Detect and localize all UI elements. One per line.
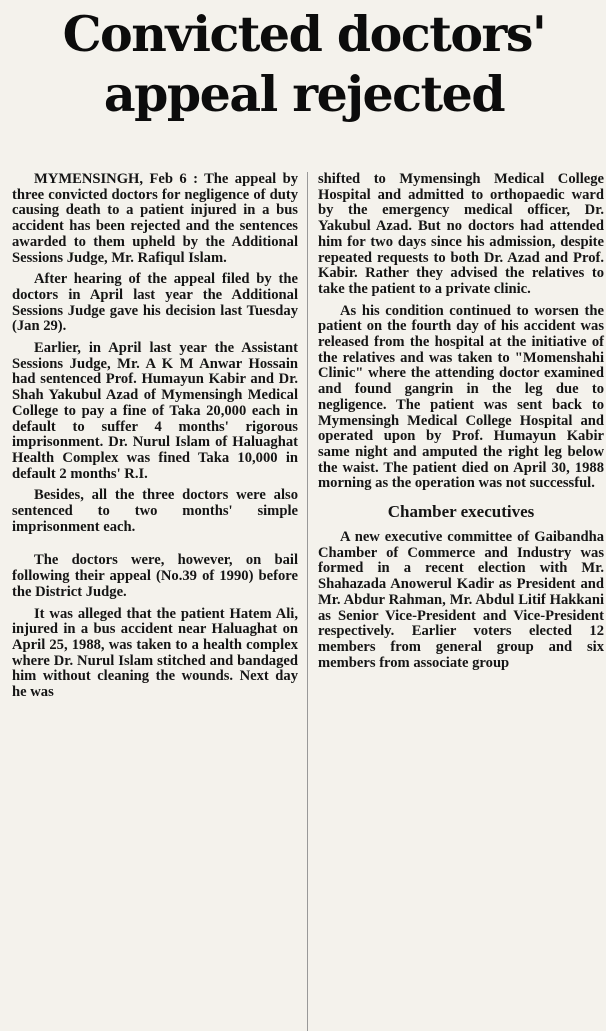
article-paragraph-1: MYMENSINGH, Feb 6 : The appeal by three convicted doctors for negligence of duty causing death to a patient injured in a bus accident has been rejected and the sentences awarded to them upheld by the Additional Sessions Judge, Mr. Rafiqul Islam. (12, 171, 298, 266)
article-paragraph-2: After hearing of the appeal filed by the doctors in April last year the Additional Sessions Judge gave his decision last Tuesday (Jan 29). (12, 271, 298, 335)
sidebar-paragraph: A new executive committee of Gaibandha Chamber of Commerce and Industry was formed in a recent election with Mr. Shahazada Anowerul Kadir as President and Mr. Abdur Rahman, Mr. Abdul Litif Hakkani as Senior Vice-President and Vice-President respectively. Earlier voters elected 12 members from general group and six members from associate group (318, 529, 604, 671)
article-paragraph-5: The doctors were, however, on bail following their appeal (No.39 of 1990) before the District Judge. (12, 552, 298, 600)
sidebar-subhead: Chamber executives (387, 502, 535, 522)
article-paragraph-7: shifted to Mymensingh Medical College Hospital and admitted to orthopaedic ward by the emergency medical officer, Dr. Yakubul Azad. But no doctors had attended him for two days since his admission, despite repeated requests to both Dr. Azad and Prof. Kabir. Rather they advised the relatives to take the patient to a private clinic. (318, 171, 604, 297)
left-column (12, 172, 298, 707)
dateline: MYMENSINGH, Feb 6 (34, 171, 187, 187)
headline-line-2: appeal rejected (103, 65, 505, 123)
article-paragraph-3: Earlier, in April last year the Assistant Sessions Judge, Mr. A K M Anwar Hossain had sentenced Prof. Humayun Kabir and Dr. Shah Yakubul Azad of Mymensingh Medical College to pay a fine of Taka 20,000 each in default to suffer 4 months' rigorous imprisonment. Dr. Nurul Islam of Haluaghat Health Complex was fined Taka 10,000 in default 2 months' R.I. (12, 340, 298, 482)
column-rule (307, 172, 308, 1031)
right-column (318, 172, 604, 677)
article-paragraph-8: As his condition continued to worsen the patient on the fourth day of his accident was released from the hospital at the initiative of the relatives and was taken to "Momenshahi Clinic" where the attending doctor examined and found gangrin in the leg due to negligence. The patient was sent back to Mymensingh Medical College Hospital and operated upon by Prof. Humayun Kabir same night and amputed the right leg below the waist. The patient died on April 30, 1988 morning as the operation was not successful. (318, 302, 604, 492)
article-paragraph-4: Besides, all the three doctors were also sentenced to two months' simple imprisonment each. (12, 487, 298, 535)
headline (12, 0, 596, 124)
headline-line-1: Convicted doctors' (62, 5, 546, 63)
article-paragraph-6: It was alleged that the patient Hatem Ali, injured in a bus accident near Haluaghat on April 25, 1988, was taken to a health complex where Dr. Nurul Islam stitched and bandaged him without cleaning the wounds. Next day he was (12, 605, 298, 701)
